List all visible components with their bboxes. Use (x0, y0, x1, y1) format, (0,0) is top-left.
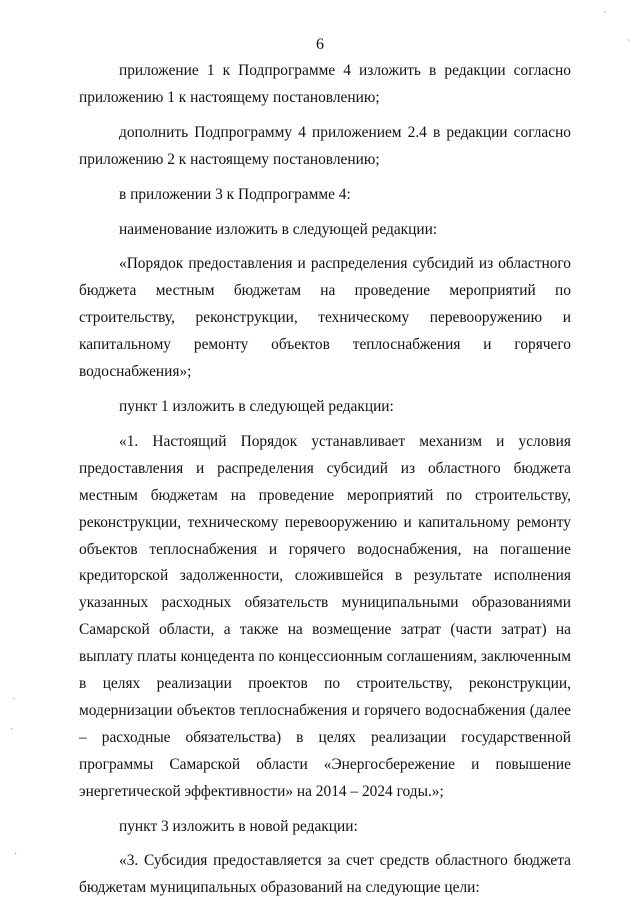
scan-mark: ˏ (12, 689, 16, 700)
paragraph-clause-1-text: «1. Настоящий Порядок устанавливает механизм и условия предоставления и распределения субсидий из областного бюджета местным бюджетам на проведение мероприятий по строительству, реконструкции, техническому перевооружению и капитальному ремонту объектов теплоснабжения и горячего водоснабжения, на погашение кредиторской задолженности, сложившейся в результате исполнения указанных расходных обязательств муниципальными образованиями Самарской области, а также на возмещение затрат (части затрат) на выплату платы концедента по концессионным соглашениям, заключенным в целях реализации проектов по строительству, реконструкции, модернизации объектов теплоснабжения и горячего водоснабжения (далее – расходные обязательства) в целях реализации государственной программы Самарской области «Энергосбережение и повышение энергетической эффективности» на 2014 – 2024 годы.»; (79, 432, 571, 800)
paragraph-clause-3-intro: пункт 3 изложить в новой редакции: (119, 817, 358, 835)
scan-mark: ˏ (10, 719, 14, 730)
page-number: 6 (316, 36, 324, 53)
document-body (79, 58, 571, 902)
paragraph-procedure-title: «Порядок предоставления и распределения субсидий из областного бюджета местным бюджетам на проведение мероприятий по строительству, реконструкции, техническому перевооружению и капитальному ремонту объектов теплоснабжения и горячего водоснабжения»; (79, 255, 571, 381)
paragraph-clause-3-text: «3. Субсидия предоставляется за счет средств областного бюджета бюджетам муниципальных образований на следующие цели: (79, 852, 571, 897)
paragraph-name-amendment: наименование изложить в следующей редакции: (119, 220, 438, 238)
scan-mark: · (14, 849, 18, 860)
scan-mark: ˋ (603, 11, 607, 22)
paragraph-clause-1-intro: пункт 1 изложить в следующей редакции: (119, 397, 394, 415)
paragraph-appendix-1: приложение 1 к Подпрограмме 4 изложить в редакции согласно приложению 1 к настоящему постановлению; (79, 62, 571, 106)
scan-mark: ˋ (627, 39, 631, 50)
paragraph-supplement-appendix-2-4: дополнить Подпрограмму 4 приложением 2.4 в редакции согласно приложению 2 к настоящему постановлению; (79, 123, 571, 168)
paragraph-appendix-3-intro: в приложении 3 к Подпрограмме 4: (119, 185, 351, 203)
